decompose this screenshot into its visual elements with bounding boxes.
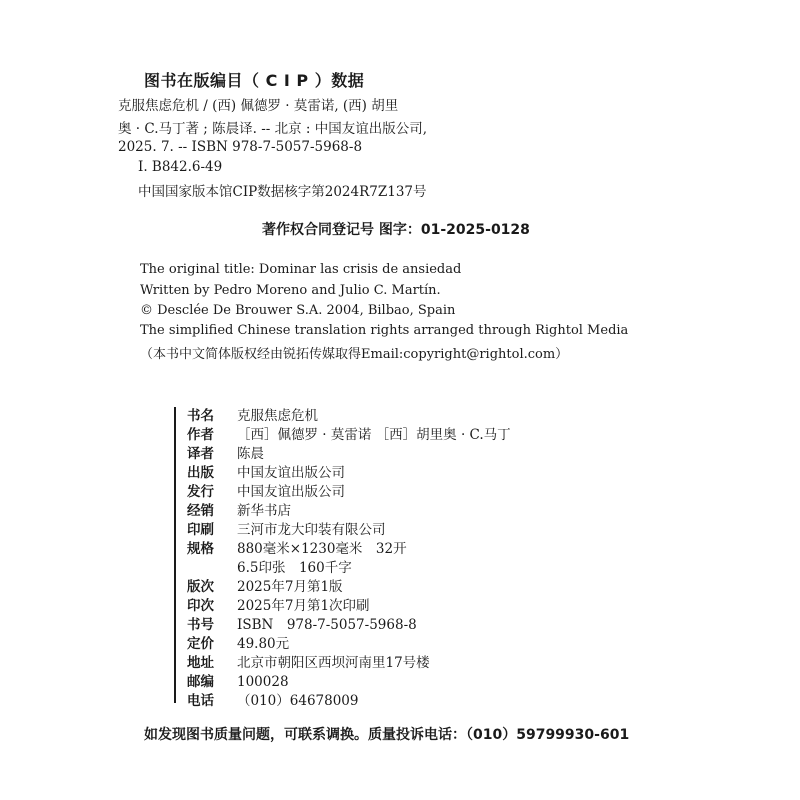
info-row	[187, 594, 370, 612]
info-label: 出版	[187, 465, 214, 481]
info-label: 书名	[187, 408, 214, 424]
info-row	[187, 404, 318, 422]
copyright-line: © Desclée De Brouwer S.A. 2004, Bilbao, Spain	[140, 303, 456, 318]
info-value: 100028	[237, 674, 289, 690]
info-value: 三河市龙大印装有限公司	[237, 522, 386, 538]
info-value: （010）64678009	[237, 693, 359, 709]
info-row	[187, 632, 289, 650]
info-label: 译者	[187, 446, 214, 462]
info-divider	[174, 407, 176, 703]
info-value: 陈晨	[237, 446, 264, 462]
info-value: 2025年7月第1次印刷	[237, 598, 370, 614]
info-row	[187, 556, 352, 574]
info-row	[187, 423, 511, 441]
info-value: 克服焦虑危机	[237, 408, 318, 424]
info-row	[187, 575, 343, 593]
info-row	[187, 651, 430, 669]
info-row	[187, 518, 386, 536]
info-row	[187, 461, 345, 479]
info-label: 书号	[187, 617, 214, 633]
original-title-line: The original title: Dominar las crisis de ansiedad	[140, 262, 462, 277]
info-label: 电话	[187, 693, 214, 709]
info-value: 中国友谊出版公司	[237, 484, 345, 500]
info-value: 49.80元	[237, 636, 290, 652]
info-row	[187, 689, 358, 707]
info-value: 6.5印张 160千字	[237, 560, 352, 576]
quality-complaint-notice: 如发现图书质量问题，可联系调换。质量投诉电话：（010）59799930-601	[144, 727, 630, 743]
info-value: ISBN 978-7-5057-5968-8	[237, 617, 417, 633]
info-row	[187, 480, 345, 498]
info-label: 印次	[187, 598, 214, 614]
info-value: 2025年7月第1版	[237, 579, 343, 595]
info-label: 规格	[187, 541, 214, 557]
cip-title: 图书在版编目（ C I P ）数据	[144, 71, 365, 90]
cip-line-1: 克服焦虑危机 / (西) 佩德罗 · 莫雷诺, (西) 胡里	[118, 98, 399, 114]
authors-line: Written by Pedro Moreno and Julio C. Martín.	[140, 283, 441, 298]
info-value: 中国友谊出版公司	[237, 465, 345, 481]
info-value: 新华书店	[237, 503, 291, 519]
info-row	[187, 442, 264, 460]
info-label: 邮编	[187, 674, 214, 690]
info-label: 发行	[187, 484, 214, 500]
info-label: 定价	[187, 636, 214, 652]
info-row	[187, 537, 407, 555]
info-row	[187, 613, 417, 631]
rights-agency-line: （本书中文简体版权经由锐拓传媒取得Email:copyright@rightol.com）	[140, 347, 569, 362]
info-value: ［西］佩德罗 · 莫雷诺 ［西］胡里奥 · C.马丁	[237, 427, 511, 443]
info-value: 880毫米×1230毫米 32开	[237, 541, 407, 557]
info-label: 地址	[187, 655, 214, 671]
info-label: 版次	[187, 579, 214, 595]
info-row	[187, 670, 289, 688]
cip-line-5: 中国国家版本馆CIP数据核字第2024R7Z137号	[138, 184, 427, 200]
translation-rights-line: The simplified Chinese translation rights arranged through Rightol Media	[140, 323, 629, 338]
info-label: 经销	[187, 503, 214, 519]
info-label: 印刷	[187, 522, 214, 538]
info-label: 作者	[187, 427, 214, 443]
info-row	[187, 499, 291, 517]
cip-line-4: Ⅰ. B842.6-49	[138, 159, 223, 175]
copyright-registration: 著作权合同登记号 图字：01-2025-0128	[262, 222, 530, 238]
info-value: 北京市朝阳区西坝河南里17号楼	[237, 655, 430, 671]
cip-line-2: 奥 · C.马丁著 ; 陈晨译. -- 北京 : 中国友谊出版公司,	[118, 121, 428, 137]
cip-line-3: 2025. 7. -- ISBN 978-7-5057-5968-8	[118, 139, 363, 155]
